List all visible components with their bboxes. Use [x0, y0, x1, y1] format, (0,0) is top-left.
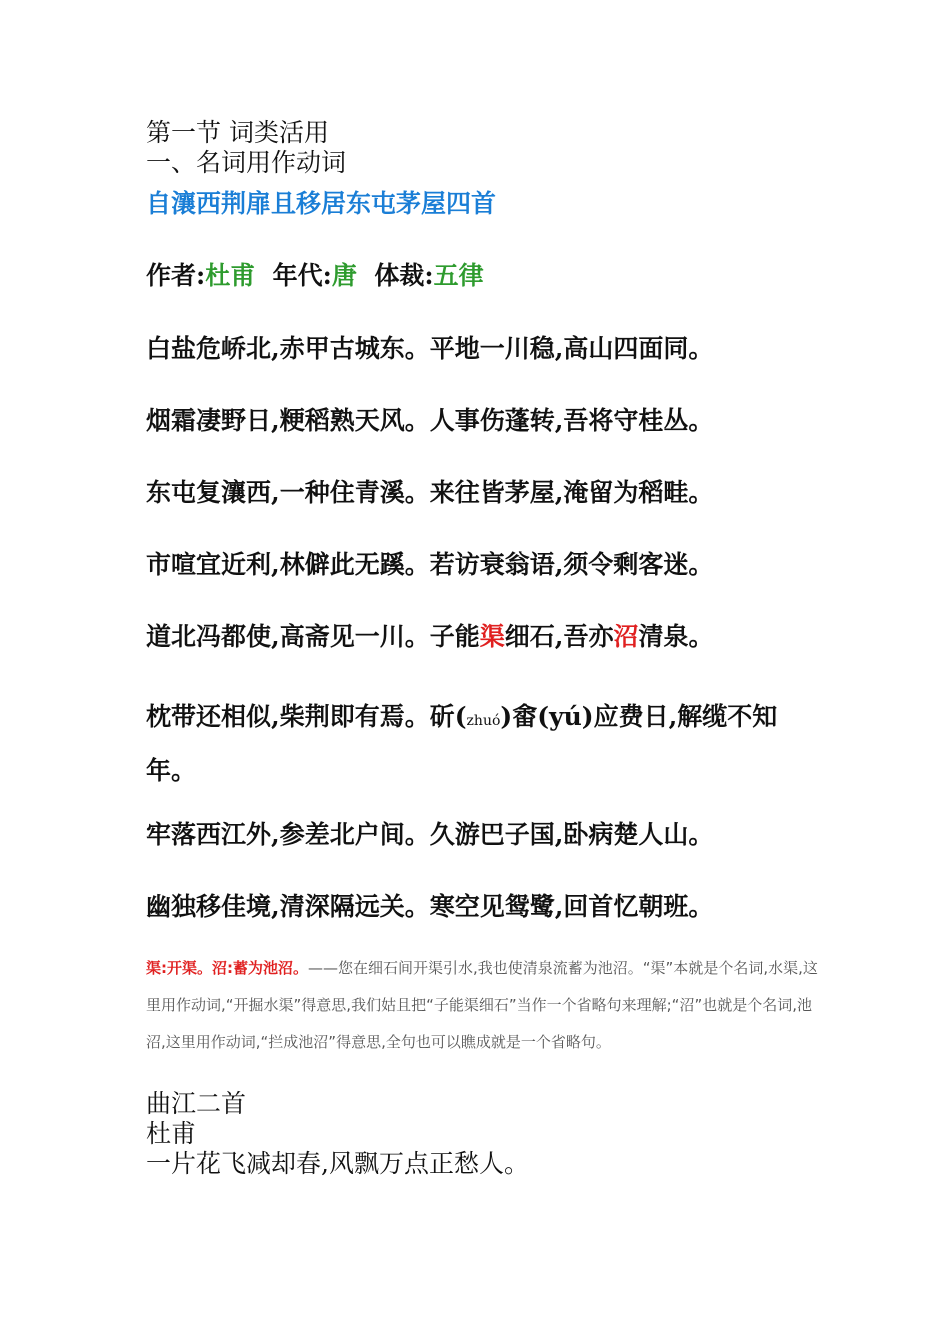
poem-line: 烟霜凄野日,粳稻熟天风。人事伤蓬转,吾将守桂丛。 — [146, 406, 714, 435]
section-subheading: 一、名词用作动词 — [146, 148, 347, 177]
pinyin-annotation: zhuó — [466, 713, 501, 729]
document-page — [146, 118, 826, 1179]
poem-line: 枕带还相似,柴荆即有焉。斫(zhuó)畬(yú)应费日,解缆不知年。 — [146, 702, 778, 785]
author-value: 杜甫 — [205, 261, 256, 290]
poem-line: 白盐危峤北,赤甲古城东。平地一川稳,高山四面同。 — [146, 334, 714, 363]
poem-line: 东屯复瀼西,一种住青溪。来往皆茅屋,淹留为稻畦。 — [146, 478, 714, 507]
poem-line: 幽独移佳境,清深隔远关。寒空见鸳鹭,回首忆朝班。 — [146, 892, 714, 921]
poem2-line: 一片花飞减却春,风飘万点正愁人。 — [146, 1149, 529, 1178]
poem-title: 自瀼西荆扉且移居东屯茅屋四首 — [146, 189, 497, 218]
highlight-zhao: 沼 — [613, 622, 639, 651]
era-label: 年代: — [272, 261, 332, 290]
poem-meta — [146, 260, 826, 292]
poem-line: 市喧宜近利,林僻此无蹊。若访衰翁语,须令剩客迷。 — [146, 550, 714, 579]
poem-line: 牢落西江外,参差北户间。久游巴子国,卧病楚人山。 — [146, 820, 714, 849]
note-key: 渠:开渠。沼:蓄为池沼。 — [146, 959, 308, 977]
poem2-author: 杜甫 — [146, 1119, 197, 1148]
highlight-qu: 渠 — [479, 622, 505, 651]
pinyin-annotation: yú — [549, 702, 582, 731]
poem-line: 道北冯都使,高斋见一川。子能渠细石,吾亦沼清泉。 — [146, 622, 714, 651]
form-value: 五律 — [433, 261, 484, 290]
note-text: ——您在细石间开渠引水,我也使清泉流蓄为池沼。“渠”本就是个名词,水渠,这里用作动词,“开掘水渠”得意思,我们姑且把“子能渠细石”当作一个省略句来理解;“沼”也就是个名词,池沼,这里用作动词,“拦成池沼”得意思,全句也可以瞧成就是一个省略句。 — [146, 959, 818, 1051]
poem2-title: 曲江二首 — [146, 1089, 247, 1118]
poem-body — [146, 332, 826, 924]
annotation-note — [146, 950, 826, 1061]
era-value: 唐 — [331, 261, 357, 290]
poem2 — [146, 1089, 826, 1179]
author-label: 作者: — [146, 261, 206, 290]
form-label: 体裁: — [374, 261, 434, 290]
section-heading: 第一节 词类活用 — [146, 118, 329, 147]
